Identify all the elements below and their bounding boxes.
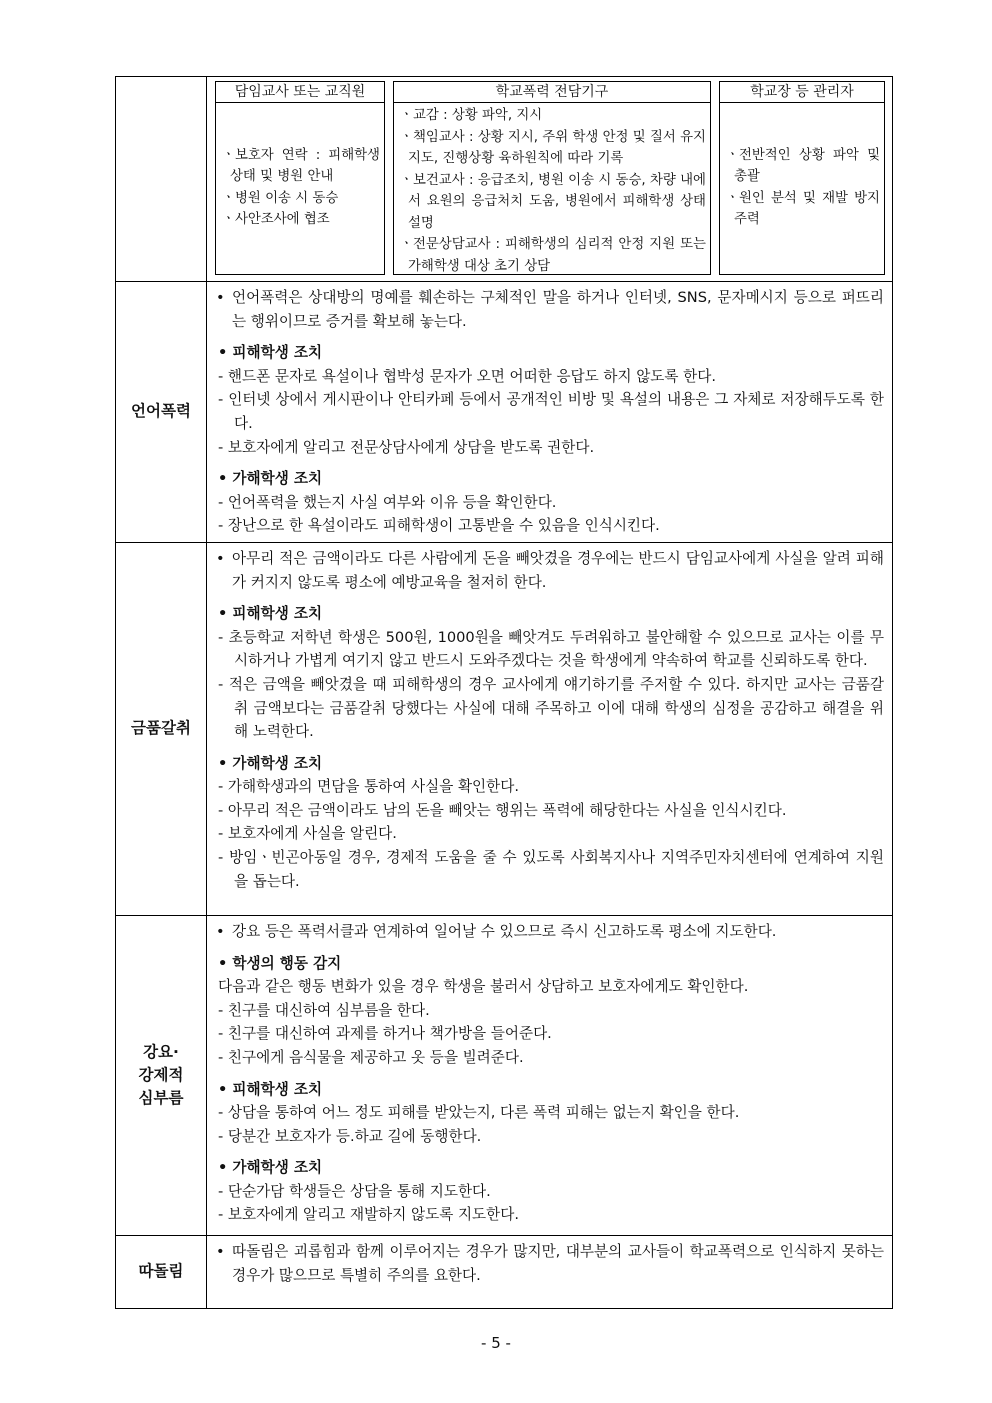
list-item: ㆍ보호자 연락 : 피해학생 상태 및 병원 안내 [222,147,380,184]
violence-committee-list [394,103,710,281]
ostracism-row [116,1235,893,1308]
list-item: ㆍ사안조사에 협조 [222,212,330,227]
extortion-victim-title: • 피해학생 조치 [218,605,323,623]
list-item: ㆍ책임교사 : 상황 지시, 주위 학생 안정 및 질서 유지 지도, 진행상황 육하원칙에 따라 기록 [400,129,706,166]
coercion-offender-title: • 가해학생 조치 [218,1159,323,1177]
list-item: - 초등학교 저학년 학생은 500원, 1000원을 빼앗겨도 두려워하고 불안해할 수 있으므로 교사는 이를 무시하거나 가볍게 여기지 않고 반드시 도와주겠다는 것을 학생에게 약속하여 학교를 신뢰하도록 한다. [218,628,884,670]
principal-list [720,103,884,274]
guideline-table [115,76,893,1309]
extortion-content [207,542,893,915]
list-item: - 아무리 적은 금액이라도 남의 돈을 빼앗는 행위는 폭력에 해당한다는 사실을 인식시킨다. [218,801,787,819]
ostracism-label: 따돌림 [116,1235,207,1308]
violence-committee-header: 학교폭력 전담기구 [394,82,710,103]
verbal-victim-title: • 피해학생 조치 [218,344,323,362]
list-item: - 인터넷 상에서 게시판이나 안티카페 등에서 공개적인 비방 및 욕설의 내용은 그 자체로 저장해두도록 한다. [218,391,884,432]
list-item: - 친구에게 음식물을 제공하고 옷 등을 빌려준다. [218,1048,524,1066]
list-item: ㆍ보건교사 : 응급조치, 병원 이송 시 동승, 차량 내에서 요원의 응급처치 도움, 병원에서 피해학생 상태 설명 [400,172,706,231]
verbal-violence-row [116,282,893,543]
list-item: - 보호자에게 사실을 알린다. [218,825,397,843]
roles-content-cell [207,77,893,282]
homeroom-teacher-list [216,103,384,274]
extortion-label: 금품갈취 [116,542,207,915]
principal-header: 학교장 등 관리자 [720,82,884,103]
extortion-offender-title: • 가해학생 조치 [218,754,323,772]
list-item: - 당분간 보호자가 등.하교 길에 동행한다. [218,1127,482,1145]
extortion-row [116,542,893,915]
roles-row [116,77,893,282]
list-item: - 언어폭력을 했는지 사실 여부와 이유 등을 확인한다. [218,493,557,511]
list-item: ㆍ원인 분석 및 재발 방지 주력 [726,190,880,227]
coercion-row [116,915,893,1235]
verbal-violence-label: 언어폭력 [116,282,207,543]
list-item: - 가해학생과의 면담을 통하여 사실을 확인한다. [218,778,519,796]
list-item: ㆍ교감 : 상황 파악, 지시 [400,108,543,123]
violence-committee-box [393,81,711,275]
list-item: ㆍ병원 이송 시 동승 [222,190,339,206]
roles-label-cell [116,77,207,282]
principal-box [719,81,885,275]
list-item: - 방임ㆍ빈곤아동일 경우, 경제적 도움을 줄 수 있도록 사회복지사나 지역주민자치센터에 연계하여 지원을 돕는다. [218,849,885,890]
ostracism-content [207,1235,893,1308]
list-item: - 상담을 통하여 어느 정도 피해를 받았는지, 다른 폭력 피해는 없는지 확인을 한다. [218,1104,740,1122]
list-item: - 적은 금액을 빼앗겼을 때 피해학생의 경우 교사에게 얘기하기를 주저할 수 있다. 하지만 교사는 금품갈취 금액보다는 금품갈취 당했다는 사실에 대해 주목하고 이에 대해 학생의 심정을 공감하고 해결을 위해 노력한다. [218,675,884,741]
list-item: - 보호자에게 알리고 전문상담사에게 상담을 받도록 권한다. [218,438,595,456]
coercion-victim-title: • 피해학생 조치 [218,1080,323,1098]
coercion-behavior-title: • 학생의 행동 감지 [218,954,342,972]
page-number: - 5 - [481,1334,511,1352]
homeroom-teacher-header: 담임교사 또는 교직원 [216,82,384,103]
list-item: - 핸드폰 문자로 욕설이나 협박성 문자가 오면 어떠한 응답도 하지 않도록 한다. [218,367,716,385]
verbal-intro: • 언어폭력은 상대방의 명예를 훼손하는 구체적인 말을 하거나 인터넷, SNS, 문자메시지 등으로 퍼뜨리는 행위이므로 증거를 확보해 놓는다. [216,289,884,330]
coercion-content [207,915,893,1235]
list-item: - 단순가담 학생들은 상담을 통해 지도한다. [218,1182,491,1200]
coercion-label: 강요· 강제적 심부름 [116,915,207,1235]
list-item: ㆍ전반적인 상황 파악 및 총괄 [726,147,880,184]
list-item: - 친구를 대신하여 심부름을 한다. [218,1001,430,1019]
coercion-behavior-lead: 다음과 같은 행동 변화가 있을 경우 학생을 불러서 상담하고 보호자에게도 확인한다. [218,978,749,996]
list-item: ㆍ전문상담교사 : 피해학생의 심리적 안정 지원 또는 가해학생 대상 초기 상담 [400,237,706,274]
list-item: - 보호자에게 알리고 재발하지 않도록 지도한다. [218,1206,519,1224]
homeroom-teacher-box [215,81,385,275]
coercion-intro: • 강요 등은 폭력서클과 연계하여 일어날 수 있으므로 즉시 신고하도록 평소에 지도한다. [216,922,777,940]
ostracism-intro: • 따돌림은 괴롭힘과 함께 이루어지는 경우가 많지만, 대부분의 교사들이 학교폭력으로 인식하지 못하는 경우가 많으므로 특별히 주의를 요한다. [216,1242,884,1284]
list-item: - 장난으로 한 욕설이라도 피해학생이 고통받을 수 있음을 인식시킨다. [218,517,660,535]
verbal-offender-title: • 가해학생 조치 [218,470,323,488]
extortion-intro: • 아무리 적은 금액이라도 다른 사람에게 돈을 빼앗겼을 경우에는 반드시 담임교사에게 사실을 알려 피해가 커지지 않도록 평소에 예방교육을 철저히 한다. [216,549,884,591]
verbal-violence-content [207,282,893,543]
list-item: - 친구를 대신하여 과제를 하거나 책가방을 들어준다. [218,1025,552,1043]
